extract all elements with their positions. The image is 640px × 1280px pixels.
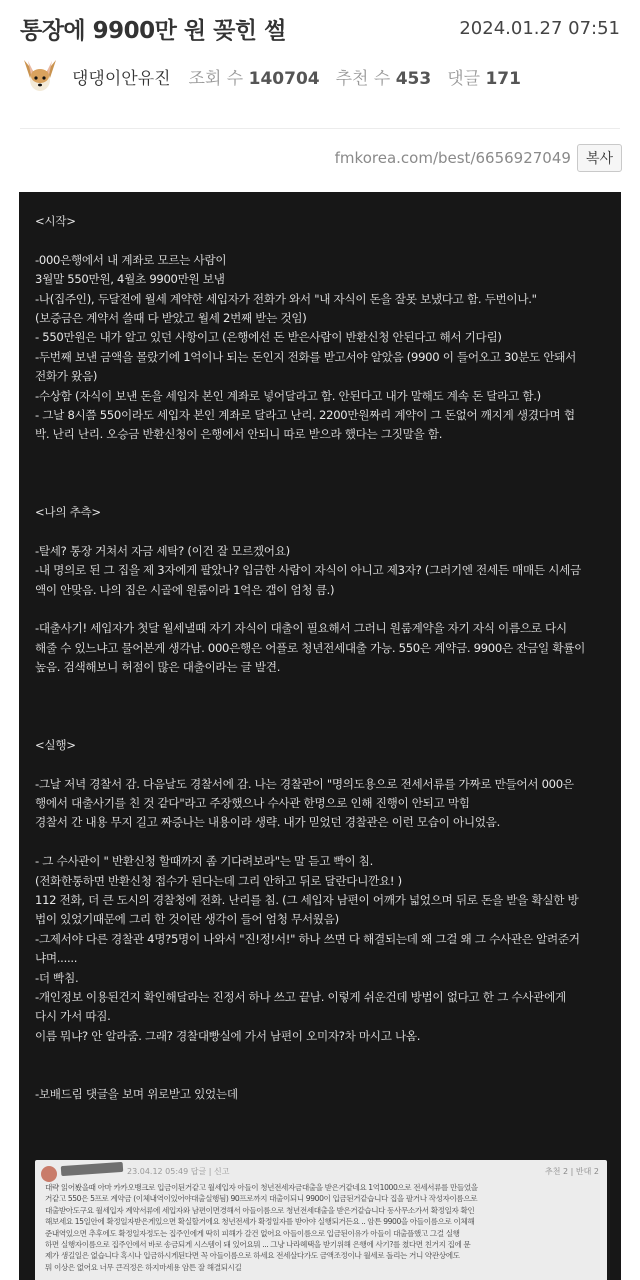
text-line: -그제서야 다른 경찰관 4명?5명이 나와서 "진!정!서!" 하나 쓰면 다 해결되는데 왜 그걸 왜 그 수사관은 알려준거 xyxy=(35,931,580,946)
text-line: (보증금은 계약서 쓸때 다 받았고 월세 2번째 받는 것임) xyxy=(35,311,307,326)
image-text-block xyxy=(35,212,607,1104)
blank-line xyxy=(35,1066,607,1085)
post-url[interactable]: fmkorea.com/best/6656927049 xyxy=(334,149,571,167)
text-line: -나(집주인), 두달전에 월세 계약한 세입자가 전화가 와서 "내 자식이 돈을 잘못 보냈다고 함. 두번이나." xyxy=(35,291,537,306)
author-name[interactable]: 댕댕이안유진 xyxy=(72,68,171,89)
comment-count-label: 댓글 xyxy=(447,68,481,89)
dog-avatar-icon[interactable] xyxy=(20,56,60,96)
text-line: -개인정보 이용된건지 확인해달라는 진정서 하나 쓰고 끝남. 이렇게 쉬운건데 방법이 없다고 한 그 수사관에게 xyxy=(35,990,566,1005)
text-line: 액이 안맞음. 나의 집은 시골에 원룸이라 1억은 갭이 엄청 큼.) xyxy=(35,582,335,597)
text-line: 다시 가서 따짐. xyxy=(35,1009,111,1024)
recommend-count xyxy=(336,64,432,89)
text-line: <시작> xyxy=(35,214,76,228)
commenter-avatar xyxy=(41,1166,57,1182)
view-count xyxy=(189,64,320,89)
blank-line xyxy=(35,1046,607,1065)
text-line: -그날 저녁 경찰서 감. 다음날도 경찰서에 감. 나는 경찰관이 "명의도용으로 전세서류를 가짜로 만들어서 000은 xyxy=(35,776,574,791)
text-line: 해줄 수 있느냐고 물어본게 생각남. 000은행은 어플로 청년전세대출 가능. 550은 계약금. 9900은 잔금일 확률이 xyxy=(35,640,586,655)
blank-line xyxy=(35,833,607,852)
blank-line xyxy=(35,697,607,716)
text-line: 3월말 550만원, 4월초 9900만원 보냄 xyxy=(35,272,225,287)
blank-line xyxy=(35,445,607,464)
recommend-count-label: 추천 수 xyxy=(335,68,391,89)
text-line: 박. 난리 난리. 오승금 반환신청이 은행에서 안되니 따로 받으라 했다는 그짓말을 함. xyxy=(35,427,443,442)
comment-line: 준내역있으면 추후에도 확정일자정도는 집주인에게 딱히 피해가 갈건 없어요 아들이름으로 입금된이유가 아들이 대출플했고 그걸 실행 xyxy=(45,1228,460,1238)
post-title: 통장에 9900만 원 꽂힌 썰 xyxy=(20,18,286,44)
text-line: (전화한통하면 반환신청 접수가 된다는데 그리 안하고 뒤로 달란다니깐요! ) xyxy=(35,873,402,888)
text-line: - 그날 8시쯤 550이라도 세입자 본인 계좌로 달라고 난리. 2200만원짜리 계약이 그 돈없어 깨지게 생겼다며 협 xyxy=(35,408,575,423)
text-line: -탈세? 통장 거쳐서 자금 세탁? (이건 잘 모르겠어요) xyxy=(35,543,290,558)
blank-line xyxy=(35,755,607,774)
text-line: 경찰서 간 내용 무지 길고 짜증나는 내용이라 생략. 내가 믿었던 경찰관은 이런 모습이 아니었음. xyxy=(35,815,500,830)
header-divider xyxy=(20,128,620,129)
text-line: -내 명의로 된 그 집을 제 3자에게 팔았나? 입금한 사람이 자식이 아니고 제3자? (그러기엔 전세든 매매든 시세금 xyxy=(35,563,581,578)
copy-url-button[interactable]: 복사 xyxy=(577,144,622,172)
text-line: 112 전화, 더 큰 도시의 경찰청에 전화. 난리를 침. (그 세입자 남편이 어깨가 넓었으며 뒤로 돈을 받을 확실한 방 xyxy=(35,893,579,908)
post-content-image xyxy=(19,192,621,1280)
comment-line: 대략 읽어봤을때 아마 카카오뱅크로 입금이된거같고 월세입자 아들이 청년전세자금대출을 받은거같네요 1억1000으로 전세서류를 만들었을 xyxy=(45,1183,478,1192)
blank-line xyxy=(35,600,607,619)
blank-line xyxy=(35,464,607,483)
comment-count-value: 171 xyxy=(485,68,521,89)
text-line: 이름 뭐냐? 안 알라줌. 그래? 경찰대빵실에 가서 남편이 오미자?차 마시고 나옴. xyxy=(35,1028,421,1043)
text-line: -보배드림 댓글을 보며 위로받고 있었는데 xyxy=(35,1087,238,1102)
view-count-value: 140704 xyxy=(248,68,320,89)
post-url-row xyxy=(335,144,622,172)
blank-line xyxy=(35,716,607,735)
view-count-label: 조회 수 xyxy=(188,68,244,89)
text-line: -더 빡침. xyxy=(35,970,79,985)
post-date: 2024.01.27 07:51 xyxy=(459,18,620,39)
post-meta xyxy=(20,58,537,94)
comment-line: 대출받아도구요 월세입자 계약서류에 세입자와 남편이면경해서 아들이름으로 청년전세대출을 받은거같습니다 동사무소가서 확정일자 확인 xyxy=(45,1205,475,1215)
text-line: 높음. 검색해보니 허점이 많은 대출이라는 글 발견. xyxy=(35,660,281,675)
text-line: 냐며...... xyxy=(35,951,78,966)
text-line: 전화가 왔음) xyxy=(35,369,98,384)
recommend-count-value: 453 xyxy=(395,68,432,89)
text-line: -두번째 보낸 금액을 몰랐기에 1억이나 되는 돈인지 전화를 받고서야 알았음 (9900 이 들어오고 30분도 안돼서 xyxy=(35,349,577,364)
comment-line: 해보세요 15일안에 확정일자받은게있으면 확실할거에요 청년전세가 확정일자를 받아야 실행되거든요 .. 암튼 9900을 아들이름으로 이체해 xyxy=(45,1217,475,1227)
comment-meta: 23.04.12 05:49 답글 | 신고 xyxy=(127,1167,230,1176)
text-line: -대출사기! 세입자가 첫달 월세낼때 자기 자식이 대출이 필요해서 그러니 원룸계약을 자기 자식 이름으로 다시 xyxy=(35,621,567,636)
blank-line xyxy=(35,522,607,541)
text-line: 행에서 대출사기를 친 것 같다"라고 주장했으나 수사관 한명으로 인해 진행이 안되고 막힘 xyxy=(35,796,470,811)
comment-line: 뭐 이상은 없어요 너무 큰걱정은 하지마세용 암튼 잘 해결되시길 xyxy=(45,1262,242,1272)
blank-line xyxy=(35,678,607,697)
text-line: - 550만원은 내가 알고 있던 사항이고 (은행에선 돈 받은사람이 반환신청 안된다고 해서 기다림) xyxy=(35,330,502,345)
comment-body xyxy=(45,1182,601,1273)
comment-line: 거같고 550은 5프로 계약금 (이체내역이있어야대출실행됨) 90프로까지 대출이되니 9900이 입금된거같습니다 집을 팔거나 작성자이름으로 xyxy=(45,1194,478,1204)
comment-count[interactable] xyxy=(447,64,521,89)
text-line: <나의 추측> xyxy=(35,505,101,520)
text-line: 법이 있었기때문에 그리 한 것이란 생각이 들어 엄청 무서웠음) xyxy=(35,912,339,927)
text-line: -수상함 (자식이 보낸 돈을 세입자 본인 계좌로 넣어달라고 함. 안된다고 내가 말해도 계속 돈 달라고 함.) xyxy=(35,388,541,403)
comment-screenshot xyxy=(35,1160,607,1280)
text-line: - 그 수사관이 " 반환신청 할때까지 좀 기다려보라"는 말 듣고 빡이 침. xyxy=(35,854,373,869)
comment-votes: 추천 2 | 반대 2 xyxy=(545,1167,599,1176)
blank-line xyxy=(35,231,607,250)
text-line: -000은행에서 내 계좌로 모르는 사람이 xyxy=(35,252,227,267)
comment-line: 제가 생길일은 없습니다 혹시나 입금하시게된다면 꼭 아들이름으로 하세요 전세살다가도 금액조정이나 월세로 돌리는 거니 약관상에도 xyxy=(45,1251,460,1261)
text-line: <실행> xyxy=(35,737,76,752)
commenter-name-redacted xyxy=(61,1162,124,1176)
post-header xyxy=(0,0,640,130)
comment-line: 하면 실행자이름으로 집주인에서 바로 송금되게 시스템이 돼 있어요뭐 ... 그냥 나라혜택을 받기위해 은행에 사기?를 쳤다면 친거지 집에 문 xyxy=(45,1240,471,1250)
blank-line xyxy=(35,484,607,503)
